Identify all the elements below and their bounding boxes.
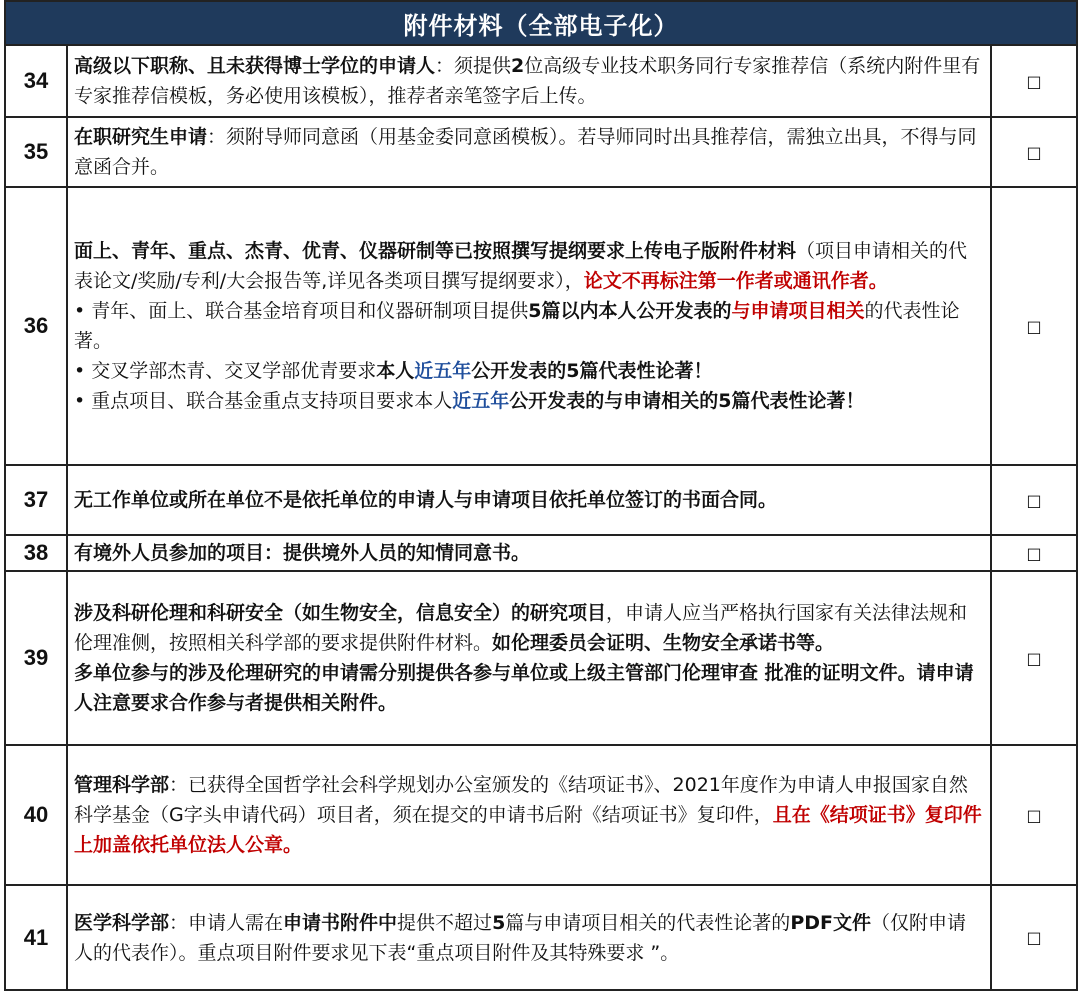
text-bold: 公开发表的与申请相关的5篇代表性论著！ <box>509 390 865 412</box>
row-number: 34 <box>5 45 67 117</box>
table-row <box>5 745 1077 885</box>
text-bold: 面上、青年、重点、杰青、优青、仪器研制等已按照撰写提纲要求上传电子版附件材料 <box>74 240 797 262</box>
row-number: 37 <box>5 465 67 535</box>
bullet-item <box>74 356 984 386</box>
text-normal: • 重点项目、联合基金重点支持项目要求本人 <box>74 390 453 412</box>
text-normal: （项目申请相关的代表论文/奖励/专利/大会报告等,详见各类项目撰写提纲要求）， <box>74 240 968 292</box>
table-row <box>5 571 1077 745</box>
row-text <box>67 187 991 465</box>
table-row <box>5 885 1077 990</box>
row-number: 40 <box>5 745 67 885</box>
table-row <box>5 117 1077 187</box>
checkbox[interactable]: □ <box>991 187 1077 465</box>
text-bold: 5篇以内本人公开发表的 <box>528 300 732 322</box>
text-bold: 公开发表的5篇代表性论著！ <box>471 360 713 382</box>
text-blue: 近五年 <box>452 390 510 412</box>
text-bold: 在职研究生申请 <box>74 126 208 148</box>
row-text <box>67 45 991 117</box>
text-normal: • 交叉学部杰青、交叉学部优青要求 <box>74 360 377 382</box>
text-normal: 的代表性论著。 <box>74 300 960 352</box>
row-text <box>67 117 991 187</box>
text-bold: 管理科学部 <box>74 774 170 796</box>
attachment-table <box>4 0 1078 991</box>
table-header-row <box>5 1 1077 45</box>
checkbox[interactable]: □ <box>991 45 1077 117</box>
checkbox[interactable]: □ <box>991 745 1077 885</box>
text-normal: ，申请人应当严格执行国家有关法律法规和伦理准侧，按照相关科学部的要求提供附件材料。 <box>74 602 968 654</box>
text-normal: ：须提供 <box>435 55 512 77</box>
checkbox[interactable]: □ <box>991 465 1077 535</box>
row-text <box>67 571 991 745</box>
text-bold: 2 <box>511 55 525 77</box>
row-number: 36 <box>5 187 67 465</box>
text-red: 与申请项目相关 <box>731 300 865 322</box>
text-bold: 医学科学部 <box>74 911 170 934</box>
row-text <box>67 745 991 885</box>
text-bold: PDF文件 <box>790 911 871 934</box>
text-bold: 高级以下职称、且未获得博士学位的申请人 <box>74 55 436 77</box>
table-row <box>5 465 1077 535</box>
text-normal: 篇与申请项目相关的代表性论著的 <box>505 911 791 934</box>
row-number: 35 <box>5 117 67 187</box>
text-bold: 涉及科研伦理和科研安全（如生物安全，信息安全）的研究项目 <box>74 602 607 624</box>
text-normal: ：须附导师同意函（用基金委同意函模板）。若导师同时出具推荐信，需独立出具，不得与同意函合并。 <box>74 126 977 178</box>
text-red: 论文不再标注第一作者或通讯作者。 <box>583 270 888 292</box>
bullet-item <box>74 386 984 416</box>
text-bold: 多单位参与的涉及伦理研究的申请需分别提供各参与单位或上级主管部门伦理审查 批准的证明文件。请申请人注意要求合作参与者提供相关附件。 <box>74 662 974 714</box>
text-normal: 提供不超过 <box>397 911 493 934</box>
row-text <box>67 885 991 990</box>
table-row <box>5 187 1077 465</box>
text-bold: 如伦理委员会证明、生物安全承诺书等。 <box>492 632 835 654</box>
table-header: 附件材料（全部电子化） <box>5 1 1077 45</box>
text-bold: 本人 <box>376 360 415 382</box>
text-normal: 位高级专业技术职务同行专家推荐信（系统内附件里有专家推荐信模板，务必使用该模板），推荐者亲笔签字后上传。 <box>74 55 981 107</box>
text-normal: ：申请人需在 <box>169 911 284 934</box>
text-blue: 近五年 <box>414 360 472 382</box>
row-text: 有境外人员参加的项目：提供境外人员的知情同意书。 <box>67 535 991 571</box>
table-row <box>5 535 1077 571</box>
text-red: 且在《结项证书》复印件上加盖依托单位法人公章。 <box>74 804 982 856</box>
text-normal: • 青年、面上、联合基金培育项目和仪器研制项目提供 <box>74 300 529 322</box>
table-row <box>5 45 1077 117</box>
text-bold: 申请书附件中 <box>283 911 398 934</box>
row-number: 39 <box>5 571 67 745</box>
row-number: 41 <box>5 885 67 990</box>
checkbox[interactable]: □ <box>991 571 1077 745</box>
bullet-item <box>74 296 984 356</box>
checkbox[interactable]: □ <box>991 885 1077 990</box>
text-normal: ：已获得全国哲学社会科学规划办公室颁发的《结项证书》、2021年度作为申请人申报国家自然科学基金（G字头申请代码）项目者，须在提交的申请书后附《结项证书》复印件， <box>74 774 968 826</box>
checkbox[interactable]: □ <box>991 117 1077 187</box>
text-normal: （仅附申请人的代表作）。重点项目附件要求见下表“重点项目附件及其特殊要求 ”。 <box>74 911 967 964</box>
text-bold: 5 <box>492 911 506 934</box>
row-text: 无工作单位或所在单位不是依托单位的申请人与申请项目依托单位签订的书面合同。 <box>67 465 991 535</box>
row-number: 38 <box>5 535 67 571</box>
checkbox[interactable]: □ <box>991 535 1077 571</box>
